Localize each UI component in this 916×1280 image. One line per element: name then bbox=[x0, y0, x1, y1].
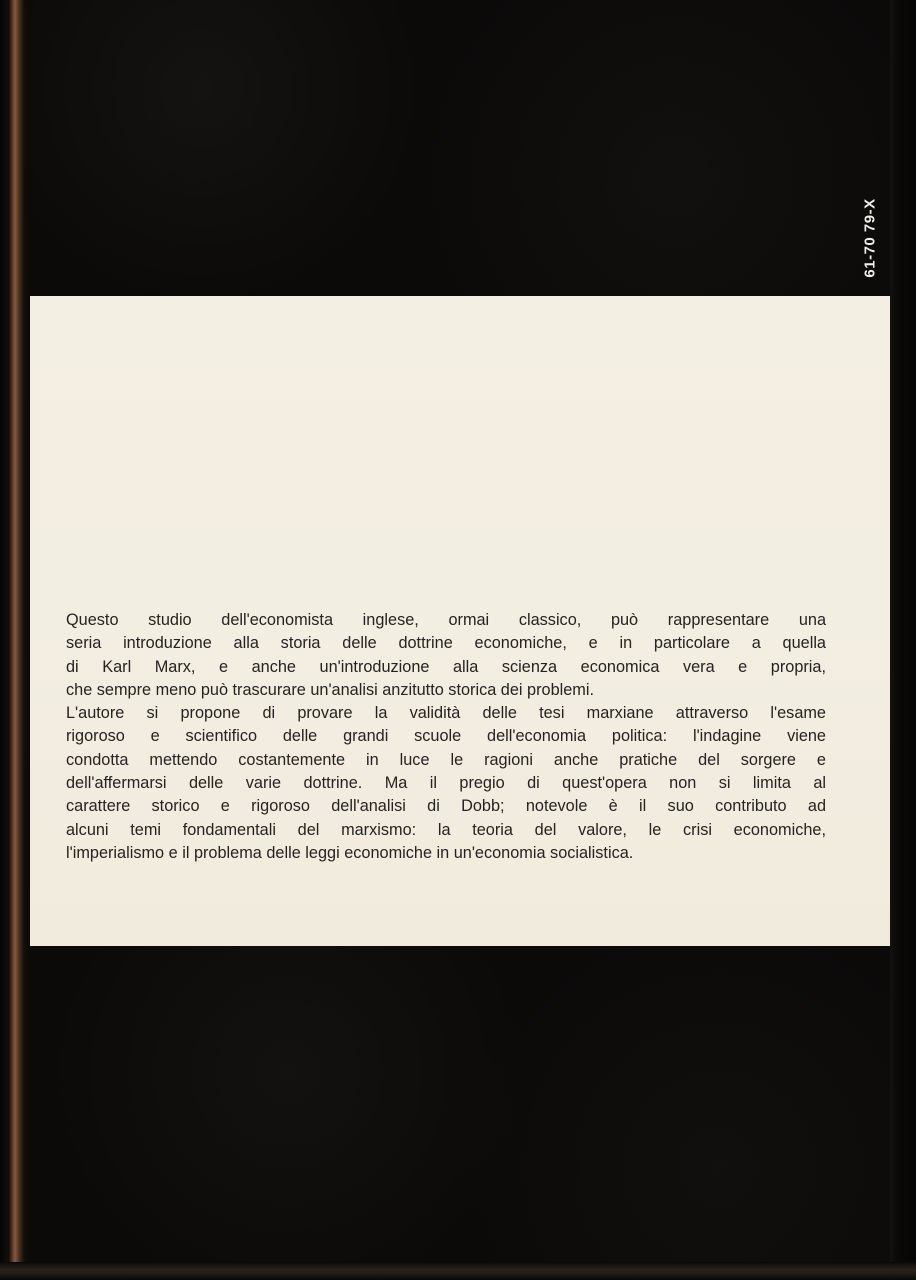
blurb-line-2: seria introduzione alla storia delle dottrine economiche, e in particolare a quella bbox=[66, 634, 826, 653]
back-cover bbox=[30, 0, 890, 1262]
blurb-line-5: L'autore si propone di provare la validità delle tesi marxiane attraverso l'esame bbox=[66, 704, 826, 723]
blurb-line-6: rigoroso e scientifico delle grandi scuole dell'economia politica: l'indagine viene bbox=[66, 727, 826, 746]
book-right-edge bbox=[886, 0, 916, 1280]
blurb-line-3: di Karl Marx, e anche un'introduzione alla scienza economica vera e propria, bbox=[66, 657, 826, 676]
blurb-line-11: l'imperialismo e il problema delle leggi economiche in un'economia socialistica. bbox=[66, 843, 634, 862]
cream-text-panel bbox=[30, 296, 890, 946]
blurb-line-9: carattere storico e rigoroso dell'analisi di Dobb; notevole è il suo contributo ad bbox=[66, 797, 826, 816]
cover-bottom-band bbox=[30, 946, 890, 1262]
cover-top-band bbox=[30, 0, 890, 296]
blurb-paragraph bbox=[66, 609, 826, 865]
blurb-line-1: Questo studio dell'economista inglese, ormai classico, può rappresentare una bbox=[66, 611, 826, 629]
book-bottom-edge bbox=[0, 1262, 916, 1280]
book-left-edge bbox=[0, 0, 30, 1280]
catalog-code: 61-70 79-X bbox=[861, 198, 879, 278]
blurb-line-10: alcuni temi fondamentali del marxismo: la teoria del valore, le crisi economiche, bbox=[66, 820, 826, 839]
blurb-line-7: condotta mettendo costantemente in luce le ragioni anche pratiche del sorgere e bbox=[66, 750, 826, 769]
blurb-line-4: che sempre meno può trascurare un'analisi anzitutto storica dei problemi. bbox=[66, 680, 594, 699]
blurb-line-8: dell'affermarsi delle varie dottrine. Ma il pregio di quest'opera non si limita al bbox=[66, 774, 826, 793]
